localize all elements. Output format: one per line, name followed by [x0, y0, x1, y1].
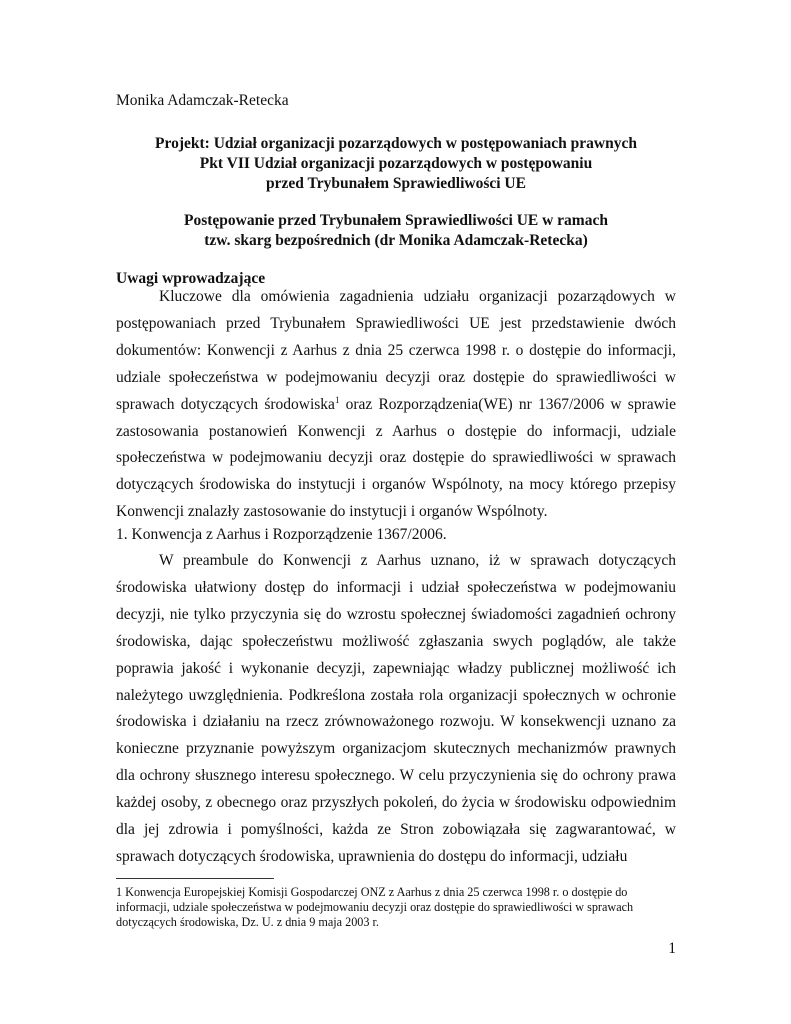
intro-paragraph	[116, 284, 676, 526]
footnote: 1 Konwencja Europejskiej Komisji Gospodarczej ONZ z Aarhus z dnia 25 czerwca 1998 r. o dostępie do informacji, udziale społeczeństwa w podejmowaniu decyzji oraz dostępie do sprawiedliwości w sprawach dotyczących środowiska, Dz. U. z dnia 9 maja 2003 r.	[116, 885, 634, 929]
intro-text-continued: oraz Rozporządzenia(WE) nr 1367/2006 w sprawie zastosowania postanowień Konwencji z Aarhus o dostępie do informacji, udziale społeczeństwa w podejmowaniu decyzji oraz dostępie do sprawiedliwości w sprawach dotyczących środowiska do instytucji i organów Wspólnoty, na mocy którego przepisy Konwencji znalazły zastosowanie do instytucji i organów Wspólnoty.	[116, 395, 676, 521]
subtitle-line: Postępowanie przed Trybunałem Sprawiedliwości UE w ramach	[184, 212, 608, 229]
author-name: Monika Adamczak-Retecka	[116, 92, 289, 109]
subtitle-line: tzw. skarg bezpośrednich (dr Monika Adamczak-Retecka)	[204, 232, 588, 249]
intro-text: Kluczowe dla omówienia zagadnienia udziału organizacji pozarządowych w postępowaniach przed Trybunałem Sprawiedliwości UE jest przedstawienie dwóch dokumentów: Konwencji z Aarhus z dnia 25 czerwca 1998 r. o dostępie do informacji, udziale społeczeństwa w podejmowaniu decyzji oraz dostępie do sprawiedliwości w sprawach dotyczących środowiska	[116, 288, 676, 413]
section-title: 1. Konwencja z Aarhus i Rozporządzenie 1367/2006.	[116, 526, 447, 543]
preamble-paragraph	[116, 548, 676, 871]
title-line: Pkt VII Udział organizacji pozarządowych w postępowaniu	[199, 155, 593, 172]
page-number: 1	[668, 940, 676, 957]
preamble-text: W preambule do Konwencji z Aarhus uznano, iż w sprawach dotyczących środowiska ułatwiony dostęp do informacji i udział społeczeństwa w podejmowaniu decyzji, nie tylko przyczynia się do wzrostu społecznej świadomości zagadnień ochrony środowiska, dając społeczeństwu możliwość zgłaszania swych poglądów, ale także poprawia jakość i wykonanie decyzji, zapewniając władzy publicznej możliwość ich należytego uwzględnienia. Podkreślona została rola organizacji społecznych w ochronie środowiska i działaniu na rzecz zrównoważonego rozwoju. W konsekwencji uznano za konieczne przyznanie powyższym organizacjom skutecznych mechanizmów prawnych dla ochrony słusznego interesu społecznego. W celu przyczynienia się do ochrony prawa każdej osoby, z obecnego oraz przyszłych pokoleń, do życia w środowisku odpowiednim dla jej zdrowia i pomyślności, każda ze Stron zobowiązała się zagwarantować, w sprawach dotyczących środowiska, uprawnienia do dostępu do informacji, udziału	[116, 552, 676, 865]
intro-heading: Uwagi wprowadzające	[116, 270, 266, 287]
document-title	[116, 134, 676, 194]
title-line: Projekt: Udział organizacji pozarządowych w postępowaniach prawnych	[155, 135, 637, 152]
footnote-reference[interactable]: 1	[334, 394, 340, 405]
footnote-separator	[116, 878, 274, 879]
title-line: przed Trybunałem Sprawiedliwości UE	[266, 175, 526, 192]
document-subtitle	[116, 211, 676, 251]
